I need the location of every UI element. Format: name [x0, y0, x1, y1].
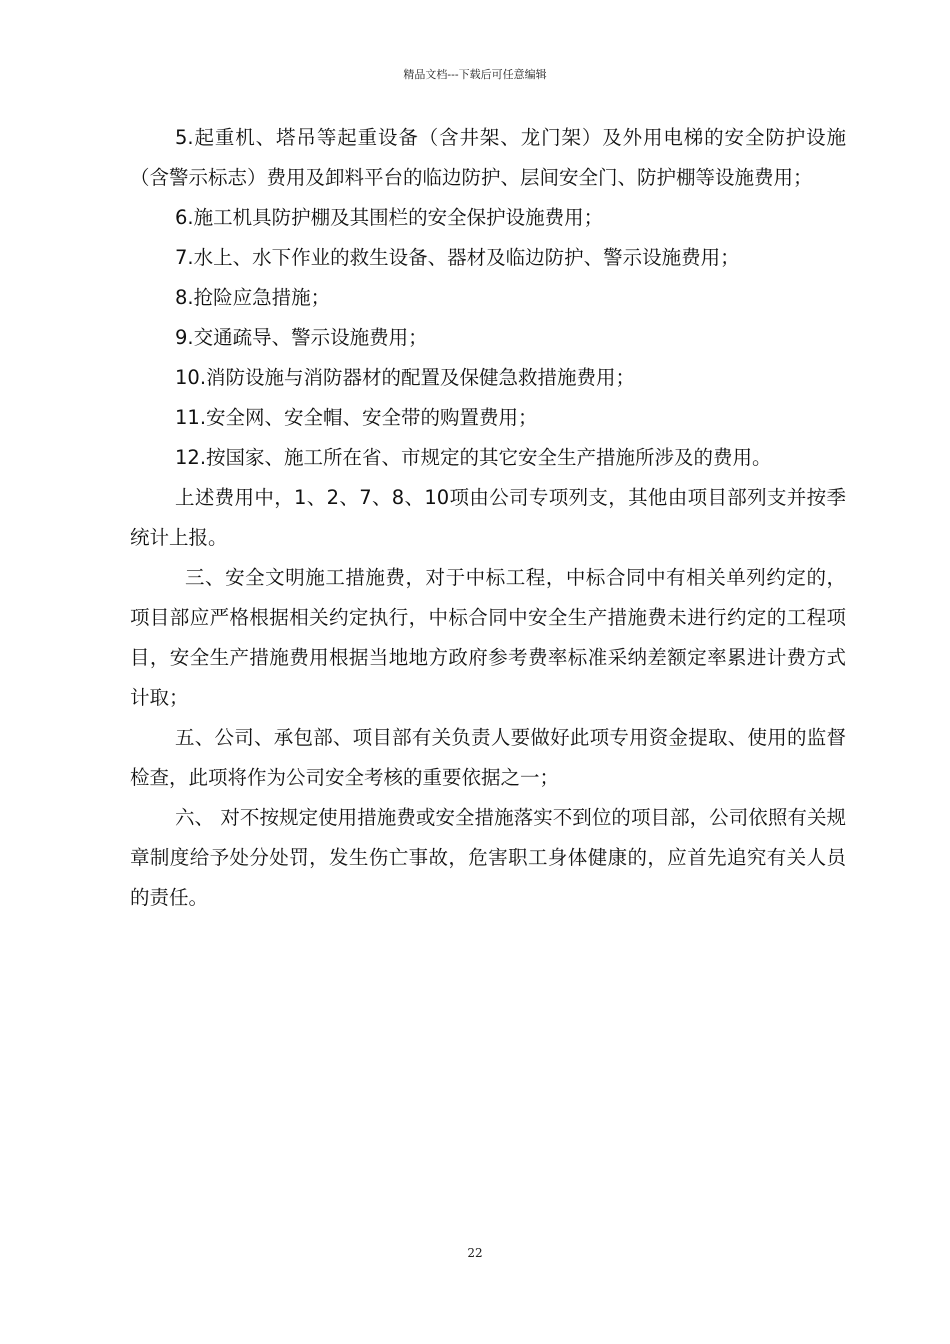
- section-6-paragraph: 六、 对不按规定使用措施费或安全措施落实不到位的项目部，公司依照有关规章制度给予处分处罚，发生伤亡事故，危害职工身体健康的，应首先追究有关人员的责任。: [130, 806, 846, 909]
- section-3-paragraph: 三、安全文明施工措施费，对于中标工程，中标合同中有相关单列约定的，项目部应严格根据相关约定执行，中标合同中安全生产措施费未进行约定的工程项目，安全生产措施费用根据当地地方政府参考费率标准采纳差额定率累进计费方式计取；: [130, 566, 846, 709]
- item-11: 11.安全网、安全帽、安全带的购置费用；: [175, 406, 538, 429]
- item-6: 6.施工机具防护棚及其围栏的安全保护设施费用；: [175, 206, 604, 229]
- item-12: 12.按国家、施工所在省、市规定的其它安全生产措施所涉及的费用。: [175, 446, 772, 469]
- item-5: 5.起重机、塔吊等起重设备（含井架、龙门架）及外用电梯的安全防护设施（含警示标志）费用及卸料平台的临边防护、层间安全门、防护棚等设施费用；: [130, 126, 846, 189]
- page-number: 22: [467, 1246, 483, 1260]
- item-10: 10.消防设施与消防器材的配置及保健急救措施费用；: [175, 366, 636, 389]
- page-header: 精品文档---下载后可任意编辑: [403, 68, 547, 81]
- item-8: 8.抢险应急措施；: [175, 286, 331, 309]
- summary-paragraph: 上述费用中，1、2、7、8、10项由公司专项列支，其他由项目部列支并按季统计上报。: [130, 486, 846, 549]
- document-body: [130, 118, 846, 918]
- item-7: 7.水上、水下作业的救生设备、器材及临边防护、警示设施费用；: [175, 246, 740, 269]
- item-9: 9.交通疏导、警示设施费用；: [175, 326, 428, 349]
- section-5-paragraph: 五、公司、承包部、项目部有关负责人要做好此项专用资金提取、使用的监督检查，此项将作为公司安全考核的重要依据之一；: [130, 726, 846, 789]
